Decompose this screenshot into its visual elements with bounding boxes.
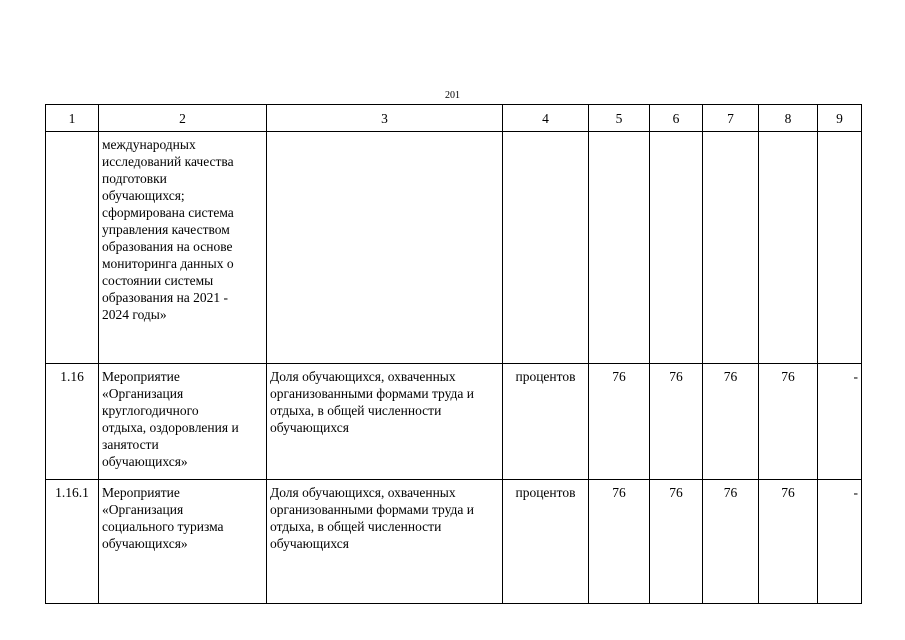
data-table bbox=[45, 104, 862, 604]
value-col7 bbox=[703, 132, 759, 364]
row-number: 1.16.1 bbox=[46, 480, 99, 604]
page-number: 201 bbox=[445, 90, 460, 101]
table-row bbox=[46, 364, 862, 480]
table-row bbox=[46, 480, 862, 604]
value-col6 bbox=[650, 132, 703, 364]
value-col5: 76 bbox=[589, 480, 650, 604]
column-header-5: 5 bbox=[589, 105, 650, 132]
unit-cell: процентов bbox=[503, 480, 589, 604]
value-col6: 76 bbox=[650, 480, 703, 604]
unit-cell: процентов bbox=[503, 364, 589, 480]
value-col8 bbox=[759, 132, 818, 364]
value-col6: 76 bbox=[650, 364, 703, 480]
column-header-3: 3 bbox=[267, 105, 503, 132]
column-header-4: 4 bbox=[503, 105, 589, 132]
value-col5 bbox=[589, 132, 650, 364]
table-row bbox=[46, 132, 862, 364]
indicator-name: Доля обучающихся, охваченных организованными формами труда и отдыха, в общей численности обучающихся bbox=[267, 480, 503, 604]
unit-cell bbox=[503, 132, 589, 364]
column-header-6: 6 bbox=[650, 105, 703, 132]
event-name: международных исследований качества подготовки обучающихся; сформирована система управления качеством образования на основе мониторинга данных о состоянии системы образования на 2021 - 2024 годы» bbox=[99, 132, 267, 364]
value-col8: 76 bbox=[759, 480, 818, 604]
row-number bbox=[46, 132, 99, 364]
table-header-row bbox=[46, 105, 862, 132]
column-header-1: 1 bbox=[46, 105, 99, 132]
event-name: Мероприятие «Организация социального туризма обучающихся» bbox=[99, 480, 267, 604]
column-header-7: 7 bbox=[703, 105, 759, 132]
value-col9: - bbox=[818, 480, 862, 604]
column-header-2: 2 bbox=[99, 105, 267, 132]
indicator-name bbox=[267, 132, 503, 364]
column-header-8: 8 bbox=[759, 105, 818, 132]
value-col7: 76 bbox=[703, 364, 759, 480]
event-name: Мероприятие «Организация круглогодичного отдыха, оздоровления и занятости обучающихся» bbox=[99, 364, 267, 480]
value-col8: 76 bbox=[759, 364, 818, 480]
row-number: 1.16 bbox=[46, 364, 99, 480]
value-col5: 76 bbox=[589, 364, 650, 480]
value-col9 bbox=[818, 132, 862, 364]
value-col7: 76 bbox=[703, 480, 759, 604]
value-col9: - bbox=[818, 364, 862, 480]
column-header-9: 9 bbox=[818, 105, 862, 132]
indicator-name: Доля обучающихся, охваченных организованными формами труда и отдыха, в общей численности обучающихся bbox=[267, 364, 503, 480]
